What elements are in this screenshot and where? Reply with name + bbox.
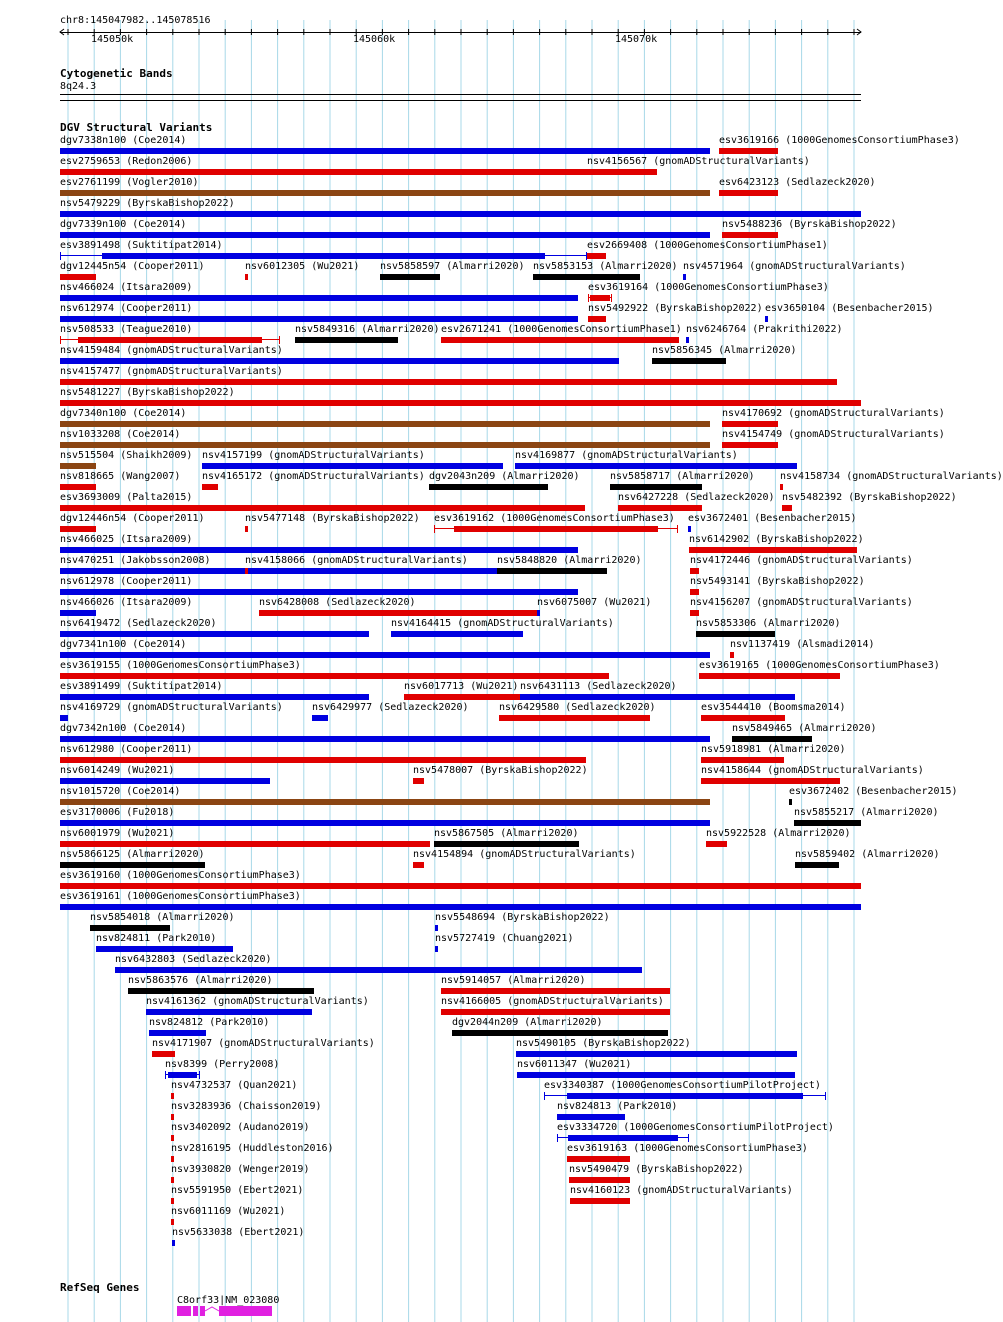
dgv-feature-bar: [146, 1009, 312, 1015]
dgv-feature-label[interactable]: nsv4169877 (gnomADStructuralVariants): [515, 450, 738, 461]
dgv-feature-bar: [499, 715, 650, 721]
dgv-feature-label[interactable]: nsv5849316 (Almarri2020): [295, 324, 440, 335]
dgv-feature-bar: [719, 190, 778, 196]
dgv-feature-cap: [279, 336, 280, 344]
dgv-feature-bar: [652, 358, 726, 364]
dgv-feature-label[interactable]: nsv5854018 (Almarri2020): [90, 912, 235, 923]
dgv-feature[interactable]: [391, 628, 523, 640]
dgv-feature-label[interactable]: dgv12445n54 (Cooper2011): [60, 261, 205, 272]
dgv-feature-label[interactable]: nsv4158734 (gnomADStructuralVariants): [780, 471, 1003, 482]
dgv-feature-bar: [60, 442, 710, 448]
dgv-feature-bar: [60, 379, 837, 385]
dgv-feature-bar: [567, 1093, 804, 1099]
gene-label[interactable]: C8orf33|NM_023080: [177, 1295, 280, 1306]
dgv-feature-label[interactable]: esv3334720 (1000GenomesConsortiumPilotProject): [557, 1122, 834, 1133]
dgv-feature-label[interactable]: nsv5479229 (ByrskaBishop2022): [60, 198, 235, 209]
gene-intron: [205, 1306, 219, 1316]
dgv-feature-label[interactable]: nsv5858597 (Almarri2020): [380, 261, 525, 272]
dgv-feature-bar: [780, 484, 783, 490]
dgv-feature-label[interactable]: nsv5863576 (Almarri2020): [128, 975, 273, 986]
dgv-feature-label[interactable]: esv3891498 (Suktitipat2014): [60, 240, 223, 251]
dgv-feature-bar: [441, 1009, 670, 1015]
dgv-feature-bar: [60, 589, 578, 595]
dgv-feature-label[interactable]: nsv8399 (Perry2008): [165, 1059, 280, 1070]
dgv-feature-label[interactable]: esv3619160 (1000GenomesConsortiumPhase3): [60, 870, 301, 881]
dgv-feature-label[interactable]: nsv5849465 (Almarri2020): [732, 723, 877, 734]
dgv-feature-bar: [78, 337, 263, 343]
dgv-feature-bar: [245, 274, 248, 280]
dgv-feature-bar: [60, 883, 861, 889]
dgv-feature-bar: [413, 862, 424, 868]
dgv-feature-bar: [60, 610, 96, 616]
dgv-feature-label[interactable]: esv2759653 (Redon2006): [60, 156, 193, 167]
dgv-feature-bar: [60, 484, 96, 490]
dgv-feature-bar: [60, 232, 710, 238]
dgv-feature-bar: [690, 589, 699, 595]
dgv-feature-label[interactable]: nsv5853153 (Almarri2020): [533, 261, 678, 272]
dgv-feature-label[interactable]: nsv3930820 (Wenger2019): [171, 1164, 310, 1175]
dgv-feature-bar: [312, 715, 328, 721]
dgv-feature-bar: [690, 610, 699, 616]
dgv-feature-bar: [115, 967, 642, 973]
dgv-feature-label[interactable]: nsv6419472 (Sedlazeck2020): [60, 618, 217, 629]
dgv-feature-bar: [699, 673, 840, 679]
dgv-feature-label[interactable]: nsv466024 (Itsara2009): [60, 282, 193, 293]
dgv-feature-label[interactable]: esv6423123 (Sedlazeck2020): [719, 177, 876, 188]
dgv-feature-label[interactable]: nsv4157477 (gnomADStructuralVariants): [60, 366, 283, 377]
dgv-feature-bar: [587, 253, 606, 259]
dgv-feature-bar: [567, 1156, 630, 1162]
dgv-feature-label[interactable]: nsv6017713 (Wu2021): [404, 681, 519, 692]
dgv-feature[interactable]: [441, 334, 679, 346]
dgv-feature-bar: [610, 484, 702, 490]
dgv-feature-label[interactable]: nsv5866125 (Almarri2020): [60, 849, 205, 860]
dgv-feature-label[interactable]: nsv4172446 (gnomADStructuralVariants): [690, 555, 913, 566]
dgv-feature-bar: [60, 505, 585, 511]
dgv-feature-label[interactable]: nsv1033208 (Coe2014): [60, 429, 181, 440]
dgv-feature-bar: [517, 1072, 795, 1078]
dgv-feature-cap: [557, 1134, 558, 1142]
dgv-feature-bar: [722, 421, 778, 427]
dgv-feature-bar: [590, 295, 610, 301]
dgv-feature-label[interactable]: nsv4154749 (gnomADStructuralVariants): [722, 429, 945, 440]
dgv-feature-label[interactable]: esv3672401 (Besenbacher2015): [688, 513, 857, 524]
dgv-feature-label[interactable]: dgv7340n100 (Coe2014): [60, 408, 187, 419]
dgv-feature[interactable]: [719, 187, 778, 199]
dgv-feature-label[interactable]: esv2669408 (1000GenomesConsortiumPhase1): [587, 240, 828, 251]
gene-exon: [193, 1306, 198, 1316]
dgv-feature-bar: [60, 358, 619, 364]
dgv-feature-bar: [515, 463, 797, 469]
dgv-feature[interactable]: [413, 775, 424, 787]
dgv-feature-label[interactable]: nsv4161362 (gnomADStructuralVariants): [146, 996, 369, 1007]
dgv-feature-bar: [706, 841, 727, 847]
dgv-feature-bar: [60, 316, 578, 322]
dgv-feature-label[interactable]: nsv6246764 (Prakrithi2022): [686, 324, 843, 335]
dgv-feature-label[interactable]: nsv4170692 (gnomADStructuralVariants): [722, 408, 945, 419]
dgv-feature-label[interactable]: esv3619155 (1000GenomesConsortiumPhase3): [60, 660, 301, 671]
track-title-cytoband: Cytogenetic Bands: [60, 67, 173, 80]
dgv-feature-label[interactable]: nsv5867505 (Almarri2020): [434, 828, 579, 839]
dgv-feature-bar: [701, 757, 784, 763]
dgv-feature-label[interactable]: nsv5488236 (ByrskaBishop2022): [722, 219, 897, 230]
dgv-feature-bar: [60, 547, 578, 553]
dgv-feature-label[interactable]: nsv4159484 (gnomADStructuralVariants): [60, 345, 283, 356]
dgv-feature-label[interactable]: nsv6428008 (Sedlazeck2020): [259, 597, 416, 608]
dgv-feature-bar: [454, 526, 659, 532]
dgv-feature-label[interactable]: esv3650104 (Besenbacher2015): [765, 303, 934, 314]
dgv-feature-bar: [60, 400, 861, 406]
dgv-feature-label[interactable]: nsv6014249 (Wu2021): [60, 765, 175, 776]
dgv-feature-bar: [60, 862, 205, 868]
dgv-feature-bar: [587, 169, 657, 175]
dgv-feature[interactable]: [587, 166, 657, 178]
dgv-feature-bar: [730, 652, 734, 658]
dgv-feature-bar: [102, 253, 545, 259]
dgv-feature[interactable]: [652, 355, 726, 367]
dgv-feature-bar: [686, 337, 689, 343]
dgv-feature-bar: [404, 694, 520, 700]
dgv-feature-bar: [391, 631, 523, 637]
dgv-feature-label[interactable]: nsv1015720 (Coe2014): [60, 786, 181, 797]
dgv-feature-bar: [696, 631, 775, 637]
dgv-feature-bar: [60, 715, 68, 721]
dgv-feature-label[interactable]: nsv824811 (Park2010): [96, 933, 217, 944]
dgv-feature-bar: [60, 190, 710, 196]
dgv-feature-label[interactable]: nsv4165172 (gnomADStructuralVariants): [202, 471, 425, 482]
dgv-feature-bar: [732, 736, 812, 742]
dgv-feature-bar: [765, 316, 768, 322]
dgv-feature-bar: [168, 1072, 197, 1078]
dgv-feature-label[interactable]: nsv6012305 (Wu2021): [245, 261, 360, 272]
dgv-feature-bar: [689, 547, 857, 553]
cytoband-bar: [60, 94, 861, 95]
dgv-feature-label[interactable]: nsv2816195 (Huddleston2016): [171, 1143, 334, 1154]
dgv-feature-label[interactable]: nsv5490105 (ByrskaBishop2022): [516, 1038, 691, 1049]
dgv-feature-bar: [568, 1135, 679, 1141]
dgv-feature-bar: [533, 274, 640, 280]
dgv-feature-bar: [434, 841, 579, 847]
dgv-feature-label[interactable]: nsv4157199 (gnomADStructuralVariants): [202, 450, 425, 461]
dgv-feature-label[interactable]: esv3544410 (Boomsma2014): [701, 702, 846, 713]
dgv-feature-label[interactable]: nsv6011169 (Wu2021): [171, 1206, 286, 1217]
dgv-feature-bar: [171, 1198, 174, 1204]
dgv-feature-bar: [441, 337, 679, 343]
dgv-feature-label[interactable]: nsv5493141 (ByrskaBishop2022): [690, 576, 865, 587]
dgv-feature-bar: [96, 946, 233, 952]
dgv-feature-label[interactable]: nsv5922528 (Almarri2020): [706, 828, 851, 839]
dgv-feature-label[interactable]: nsv6142902 (ByrskaBishop2022): [689, 534, 864, 545]
dgv-feature[interactable]: [497, 565, 607, 577]
dgv-feature-label[interactable]: nsv5914057 (Almarri2020): [441, 975, 586, 986]
dgv-feature-label[interactable]: esv3619161 (1000GenomesConsortiumPhase3): [60, 891, 301, 902]
ruler-tick-label: 145060k: [353, 34, 396, 45]
dgv-feature-bar: [722, 232, 778, 238]
dgv-feature-label[interactable]: nsv5591950 (Ebert2021): [171, 1185, 304, 1196]
dgv-feature[interactable]: [499, 712, 650, 724]
dgv-feature-label[interactable]: nsv5490479 (ByrskaBishop2022): [569, 1164, 744, 1175]
dgv-feature-label[interactable]: nsv5855217 (Almarri2020): [794, 807, 939, 818]
dgv-feature-cap: [825, 1092, 826, 1100]
dgv-feature-bar: [719, 148, 778, 154]
dgv-feature-label[interactable]: nsv6432803 (Sedlazeck2020): [115, 954, 272, 965]
dgv-feature-label[interactable]: nsv470251 (Jakobsson2008): [60, 555, 211, 566]
dgv-feature-bar: [557, 1114, 625, 1120]
dgv-feature-label[interactable]: nsv5856345 (Almarri2020): [652, 345, 797, 356]
dgv-feature-label[interactable]: nsv4158644 (gnomADStructuralVariants): [701, 765, 924, 776]
dgv-feature-label[interactable]: esv3693009 (Palta2015): [60, 492, 193, 503]
dgv-feature[interactable]: [172, 1237, 175, 1249]
dgv-feature-cap: [588, 294, 589, 302]
dgv-feature-label[interactable]: nsv6429580 (Sedlazeck2020): [499, 702, 656, 713]
dgv-feature[interactable]: [434, 523, 678, 535]
dgv-feature-bar: [172, 1240, 175, 1246]
dgv-feature[interactable]: [795, 859, 839, 871]
dgv-feature-bar: [60, 463, 96, 469]
dgv-feature-label[interactable]: nsv612978 (Cooper2011): [60, 576, 193, 587]
dgv-feature-label[interactable]: nsv6427228 (Sedlazeck2020): [618, 492, 775, 503]
dgv-feature-label[interactable]: esv3619163 (1000GenomesConsortiumPhase3): [567, 1143, 808, 1154]
dgv-feature-bar: [259, 610, 537, 616]
dgv-feature-label[interactable]: nsv5477148 (ByrskaBishop2022): [245, 513, 420, 524]
dgv-feature-bar: [202, 484, 218, 490]
dgv-feature-label[interactable]: dgv12446n54 (Cooper2011): [60, 513, 205, 524]
dgv-feature-bar: [701, 778, 840, 784]
dgv-feature-label[interactable]: nsv818665 (Wang2007): [60, 471, 181, 482]
dgv-feature-bar: [569, 1177, 630, 1183]
dgv-feature-bar: [795, 862, 839, 868]
dgv-feature-label[interactable]: nsv508533 (Teague2010): [60, 324, 193, 335]
dgv-feature-label[interactable]: dgv2044n209 (Almarri2020): [452, 1017, 603, 1028]
dgv-feature-bar: [380, 274, 440, 280]
dgv-feature-bar: [60, 274, 96, 280]
dgv-feature-cap: [544, 1092, 545, 1100]
dgv-feature-bar: [60, 169, 587, 175]
dgv-feature-label[interactable]: nsv4156207 (gnomADStructuralVariants): [690, 597, 913, 608]
dgv-feature-bar: [60, 694, 369, 700]
dgv-feature-label[interactable]: nsv4166005 (gnomADStructuralVariants): [441, 996, 664, 1007]
ruler-axis: [60, 32, 861, 33]
dgv-feature-bar: [60, 421, 710, 427]
dgv-feature-bar: [690, 568, 699, 574]
dgv-feature-label[interactable]: esv3672402 (Besenbacher2015): [789, 786, 958, 797]
dgv-feature-bar: [588, 316, 606, 322]
dgv-feature[interactable]: [245, 565, 248, 577]
dgv-feature-label[interactable]: nsv5848820 (Almarri2020): [497, 555, 642, 566]
dgv-feature-label[interactable]: nsv612974 (Cooper2011): [60, 303, 193, 314]
dgv-feature-label[interactable]: esv3619164 (1000GenomesConsortiumPhase3): [588, 282, 829, 293]
dgv-feature-bar: [683, 274, 686, 280]
dgv-feature-label[interactable]: nsv5481227 (ByrskaBishop2022): [60, 387, 235, 398]
dgv-feature-bar: [429, 484, 548, 490]
dgv-feature-label[interactable]: esv3891499 (Suktitipat2014): [60, 681, 223, 692]
dgv-feature-label[interactable]: nsv824813 (Park2010): [557, 1101, 678, 1112]
dgv-feature-bar: [60, 631, 369, 637]
dgv-feature[interactable]: [202, 481, 218, 493]
dgv-feature-bar: [171, 1135, 174, 1141]
dgv-feature-label[interactable]: nsv824812 (Park2010): [149, 1017, 270, 1028]
dgv-feature-bar: [128, 988, 314, 994]
dgv-feature-label[interactable]: dgv7339n100 (Coe2014): [60, 219, 187, 230]
dgv-feature-cap: [60, 252, 61, 260]
cytoband-bar: [60, 100, 861, 101]
dgv-feature-label[interactable]: nsv466025 (Itsara2009): [60, 534, 193, 545]
dgv-feature-bar: [60, 757, 586, 763]
dgv-feature-label[interactable]: nsv5858717 (Almarri2020): [610, 471, 755, 482]
dgv-feature-label[interactable]: nsv5478007 (ByrskaBishop2022): [413, 765, 588, 776]
dgv-feature-bar: [688, 526, 691, 532]
dgv-feature-label[interactable]: nsv4158066 (gnomADStructuralVariants): [245, 555, 468, 566]
dgv-feature-label[interactable]: nsv6429977 (Sedlazeck2020): [312, 702, 469, 713]
dgv-feature-bar: [435, 946, 438, 952]
dgv-feature-bar: [794, 820, 861, 826]
dgv-feature-label[interactable]: nsv4156567 (gnomADStructuralVariants): [587, 156, 810, 167]
dgv-feature-cap: [434, 525, 435, 533]
dgv-feature-bar: [782, 505, 792, 511]
dgv-feature-label[interactable]: nsv4160123 (gnomADStructuralVariants): [570, 1185, 793, 1196]
dgv-feature-label[interactable]: nsv3283936 (Chaisson2019): [171, 1101, 322, 1112]
dgv-feature-label[interactable]: nsv6075007 (Wu2021): [537, 597, 652, 608]
dgv-feature-label[interactable]: nsv4154894 (gnomADStructuralVariants): [413, 849, 636, 860]
dgv-feature-label[interactable]: nsv5859402 (Almarri2020): [795, 849, 940, 860]
dgv-feature[interactable]: [413, 859, 424, 871]
dgv-feature-bar: [722, 442, 778, 448]
dgv-feature-bar: [413, 778, 424, 784]
dgv-feature-label[interactable]: nsv5492922 (ByrskaBishop2022): [588, 303, 763, 314]
dgv-feature-label[interactable]: nsv5918981 (Almarri2020): [701, 744, 846, 755]
dgv-feature-label[interactable]: dgv7338n100 (Coe2014): [60, 135, 187, 146]
dgv-feature-bar: [618, 505, 702, 511]
dgv-feature-label[interactable]: nsv3402092 (Audano2019): [171, 1122, 310, 1133]
dgv-feature-bar: [497, 568, 607, 574]
dgv-feature-label[interactable]: nsv4732537 (Quan2021): [171, 1080, 298, 1091]
gene-model[interactable]: [177, 1306, 273, 1318]
dgv-feature-bar: [202, 463, 503, 469]
gene-exon: [219, 1306, 272, 1316]
dgv-feature[interactable]: [435, 943, 438, 955]
dgv-feature[interactable]: [429, 481, 548, 493]
dgv-feature-bar: [60, 526, 96, 532]
gene-exon: [177, 1306, 191, 1316]
dgv-feature[interactable]: [312, 712, 328, 724]
dgv-feature-bar: [171, 1114, 174, 1120]
dgv-feature[interactable]: [706, 838, 727, 850]
dgv-feature-bar: [60, 736, 710, 742]
dgv-feature-bar: [60, 904, 861, 910]
dgv-feature[interactable]: [789, 796, 792, 808]
dgv-feature-bar: [171, 1219, 174, 1225]
dgv-feature-bar: [60, 820, 710, 826]
dgv-feature-bar: [520, 694, 795, 700]
dgv-feature-bar: [60, 799, 710, 805]
dgv-feature-label[interactable]: nsv5548694 (ByrskaBishop2022): [435, 912, 610, 923]
dgv-feature-label[interactable]: nsv1137419 (Alsmadi2014): [730, 639, 875, 650]
dgv-feature-label[interactable]: esv2671241 (1000GenomesConsortiumPhase1): [441, 324, 682, 335]
dgv-feature-bar: [60, 673, 609, 679]
dgv-feature-bar: [60, 841, 430, 847]
track-title-dgv: DGV Structural Variants: [60, 121, 213, 134]
dgv-feature-label[interactable]: nsv5482392 (ByrskaBishop2022): [782, 492, 957, 503]
ruler-location: chr8:145047982..145078516: [60, 15, 211, 26]
dgv-feature-bar: [171, 1177, 174, 1183]
dgv-feature-label[interactable]: nsv6431113 (Sedlazeck2020): [520, 681, 677, 692]
dgv-feature-label[interactable]: esv3170006 (Fu2018): [60, 807, 175, 818]
dgv-feature[interactable]: [699, 670, 840, 682]
dgv-feature-bar: [60, 652, 710, 658]
dgv-feature-bar: [570, 1198, 630, 1204]
dgv-feature-bar: [452, 1030, 668, 1036]
dgv-feature-label[interactable]: nsv612980 (Cooper2011): [60, 744, 193, 755]
dgv-feature[interactable]: [380, 271, 440, 283]
dgv-feature-label[interactable]: nsv5727419 (Chuang2021): [435, 933, 574, 944]
dgv-feature-bar: [171, 1093, 174, 1099]
dgv-feature-label[interactable]: nsv5853306 (Almarri2020): [696, 618, 841, 629]
dgv-feature-cap: [677, 525, 678, 533]
dgv-feature[interactable]: [570, 1195, 630, 1207]
dgv-feature-label[interactable]: nsv515504 (Shaikh2009): [60, 450, 193, 461]
dgv-feature-bar: [171, 1156, 174, 1162]
dgv-feature-bar: [435, 925, 438, 931]
dgv-feature-label[interactable]: dgv7342n100 (Coe2014): [60, 723, 187, 734]
dgv-feature-label[interactable]: dgv7341n100 (Coe2014): [60, 639, 187, 650]
dgv-feature[interactable]: [245, 523, 248, 535]
dgv-feature-bar: [516, 1051, 797, 1057]
dgv-feature-label[interactable]: nsv5633038 (Ebert2021): [172, 1227, 305, 1238]
dgv-feature-cap: [165, 1071, 166, 1079]
dgv-feature-bar: [789, 799, 792, 805]
dgv-feature-bar: [90, 925, 170, 931]
dgv-feature-label[interactable]: dgv2043n209 (Almarri2020): [429, 471, 580, 482]
dgv-feature-bar: [537, 610, 540, 616]
dgv-feature-bar: [441, 988, 670, 994]
dgv-feature-bar: [152, 1051, 175, 1057]
dgv-feature-bar: [60, 211, 861, 217]
dgv-feature[interactable]: [245, 271, 248, 283]
dgv-feature-bar: [295, 337, 398, 343]
dgv-feature-bar: [149, 1030, 206, 1036]
dgv-feature-label[interactable]: nsv4164415 (gnomADStructuralVariants): [391, 618, 614, 629]
dgv-feature-bar: [60, 295, 578, 301]
dgv-feature-bar: [60, 148, 710, 154]
dgv-feature-cap: [199, 1071, 200, 1079]
dgv-feature-label[interactable]: nsv4169729 (gnomADStructuralVariants): [60, 702, 283, 713]
dgv-feature-label[interactable]: esv3619165 (1000GenomesConsortiumPhase3): [699, 660, 940, 671]
dgv-feature[interactable]: [295, 334, 398, 346]
dgv-feature-label[interactable]: nsv6001979 (Wu2021): [60, 828, 175, 839]
dgv-feature-bar: [245, 526, 248, 532]
dgv-feature-cap: [611, 294, 612, 302]
dgv-feature-bar: [701, 715, 785, 721]
dgv-feature-cap: [688, 1134, 689, 1142]
dgv-feature-label[interactable]: esv3619162 (1000GenomesConsortiumPhase3): [434, 513, 675, 524]
dgv-feature-bar: [245, 568, 248, 574]
ruler-tick-label: 145050k: [91, 34, 134, 45]
dgv-feature-label[interactable]: nsv466026 (Itsara2009): [60, 597, 193, 608]
dgv-feature-label[interactable]: nsv4171907 (gnomADStructuralVariants): [152, 1038, 375, 1049]
track-title-refseq: RefSeq Genes: [60, 1281, 140, 1294]
dgv-feature-label[interactable]: nsv4571964 (gnomADStructuralVariants): [683, 261, 906, 272]
ruler-tick-label: 145070k: [615, 34, 658, 45]
dgv-feature-label[interactable]: esv2761199 (Vogler2010): [60, 177, 199, 188]
dgv-feature-label[interactable]: esv3619166 (1000GenomesConsortiumPhase3): [719, 135, 960, 146]
dgv-feature-cap: [60, 336, 61, 344]
dgv-feature-label[interactable]: nsv6011347 (Wu2021): [517, 1059, 632, 1070]
dgv-feature-label[interactable]: esv3340387 (1000GenomesConsortiumPilotProject): [544, 1080, 821, 1091]
cytoband-label[interactable]: 8q24.3: [60, 81, 97, 92]
dgv-feature-bar: [60, 778, 270, 784]
